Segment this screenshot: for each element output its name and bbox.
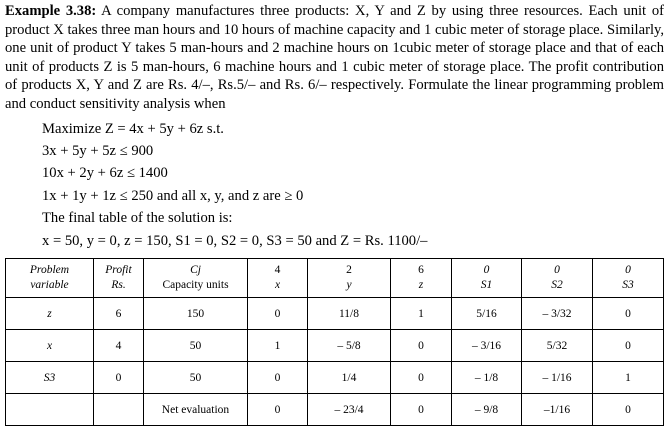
cell-y: – 5/8 — [308, 330, 391, 362]
cell-x: 0 — [248, 298, 308, 330]
row-capacity: 50 — [144, 362, 248, 394]
cell-s1: – 3/16 — [452, 330, 522, 362]
cell-s2: 5/32 — [522, 330, 593, 362]
cell-s1: 5/16 — [452, 298, 522, 330]
cell-s3: 0 — [593, 330, 664, 362]
cell-s1: – 1/8 — [452, 362, 522, 394]
net-evaluation-label: Net evaluation — [144, 394, 248, 426]
table-row — [6, 330, 664, 362]
table-row — [6, 362, 664, 394]
row-capacity: 150 — [144, 298, 248, 330]
cell-x: 0 — [248, 362, 308, 394]
cell-y: 1/4 — [308, 362, 391, 394]
cell-z: 1 — [391, 298, 452, 330]
net-cell-s1: – 9/8 — [452, 394, 522, 426]
row-variable: S3 — [6, 362, 94, 394]
net-empty-cell — [6, 394, 94, 426]
example-label: Example 3.38: — [5, 3, 97, 19]
objective-line: Maximize Z = 4x + 5y + 6z s.t. — [42, 121, 224, 137]
header-col-s1: 0 S1 — [452, 259, 522, 298]
net-evaluation-row — [6, 394, 664, 426]
cell-s3: 1 — [593, 362, 664, 394]
row-variable: z — [6, 298, 94, 330]
header-capacity: Cj Capacity units — [144, 259, 248, 298]
net-cell-x: 0 — [248, 394, 308, 426]
net-empty-cell — [94, 394, 144, 426]
constraint-2: 10x + 2y + 6z ≤ 1400 — [42, 165, 168, 181]
constraint-3: 1x + 1y + 1z ≤ 250 and all x, y, and z are ≥ 0 — [42, 188, 304, 204]
header-col-s3: 0 S3 — [593, 259, 664, 298]
row-capacity: 50 — [144, 330, 248, 362]
solution-line: x = 50, y = 0, z = 150, S1 = 0, S2 = 0, S3 = 50 and Z = Rs. 1100/– — [42, 233, 428, 249]
header-profit: Profit Rs. — [94, 259, 144, 298]
final-table-intro: The final table of the solution is: — [42, 210, 233, 226]
header-col-s2: 0 S2 — [522, 259, 593, 298]
cell-x: 1 — [248, 330, 308, 362]
net-cell-y: – 23/4 — [308, 394, 391, 426]
net-cell-s3: 0 — [593, 394, 664, 426]
header-col-z: 6 z — [391, 259, 452, 298]
example-paragraph — [5, 2, 664, 113]
cell-s2: – 1/16 — [522, 362, 593, 394]
header-col-y: 2 y — [308, 259, 391, 298]
table-row — [6, 298, 664, 330]
row-profit: 4 — [94, 330, 144, 362]
header-col-x: 4 x — [248, 259, 308, 298]
row-profit: 0 — [94, 362, 144, 394]
net-cell-s2: –1/16 — [522, 394, 593, 426]
cell-z: 0 — [391, 362, 452, 394]
cell-z: 0 — [391, 330, 452, 362]
example-text: A company manufactures three products: X, Y and Z by using three resources. Each unit of product X takes three man hours and 10 hours of machine capacity and 1 cubic meter of storage place. Similarly, one unit of product Y takes 5 man-hours and 2 machine hours on 1cubic meter of storage place and that of each unit of products Z is 5 man-hours, 6 machine hours and 1 cubic meter of storage place. The profit contribution of products X, Y and Z are Rs. 4/–, Rs.5/– and Rs. 6/– respectively. Formulate the linear programming problem and conduct sensitivity analysis when — [5, 3, 664, 112]
cell-s2: – 3/32 — [522, 298, 593, 330]
net-cell-z: 0 — [391, 394, 452, 426]
header-problem-variable: Problem variable — [6, 259, 94, 298]
final-simplex-table — [5, 258, 664, 426]
constraint-1: 3x + 5y + 5z ≤ 900 — [42, 143, 154, 159]
cell-y: 11/8 — [308, 298, 391, 330]
row-profit: 6 — [94, 298, 144, 330]
row-variable: x — [6, 330, 94, 362]
header-row — [6, 259, 664, 298]
cell-s3: 0 — [593, 298, 664, 330]
